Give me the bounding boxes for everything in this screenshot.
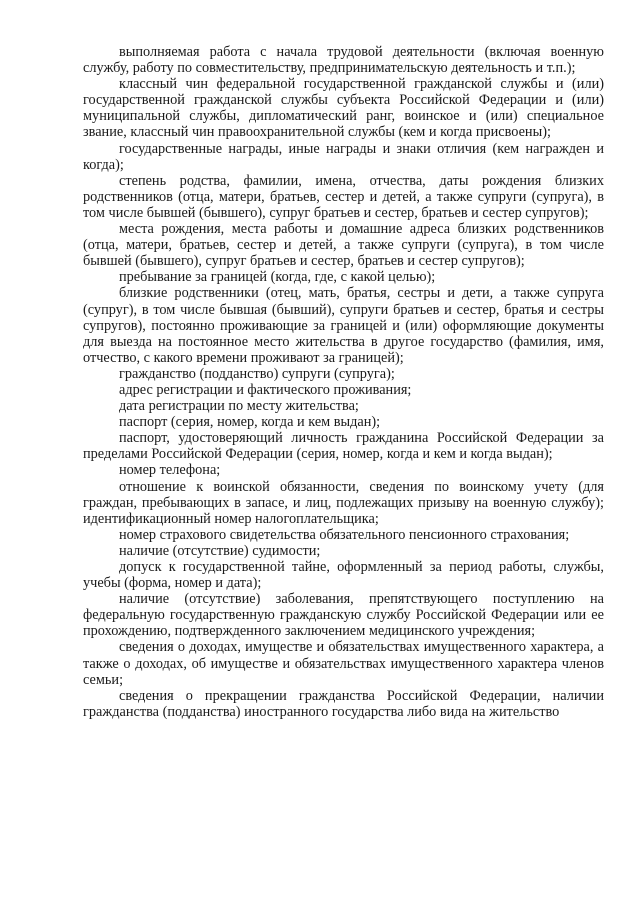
- paragraph-income: сведения о доходах, имуществе и обязательствах имущественного характера, а также о доходах, об имуществе и обязательствах имущественного характера членов семьи;: [83, 639, 604, 688]
- paragraph-citizenship-termination: сведения о прекращении гражданства Российской Федерации, наличии гражданства (подданства) иностранного государства либо вида на жительство: [83, 687, 604, 720]
- paragraph-military: отношение к воинской обязанности, сведения по воинскому учету (для граждан, пребывающих в запасе, и лиц, подлежащих призыву на военную службу); идентификационный номер налогоплательщика;: [83, 478, 604, 527]
- paragraph-disease: наличие (отсутствие) заболевания, препятствующего поступлению на федеральную государственную гражданскую службу Российской Федерации или ее прохождению, подтвержденного заключением медицинского учреждения;: [83, 591, 604, 640]
- paragraph-address: адрес регистрации и фактического проживания;: [119, 381, 412, 398]
- paragraph-criminal-record: наличие (отсутствие) судимости;: [119, 542, 321, 559]
- paragraph-work-history: выполняемая работа с начала трудовой деятельности (включая военную службу, работу по совместительству, предпринимательскую деятельность и т.п.);: [83, 44, 604, 77]
- paragraph-phone: номер телефона;: [119, 462, 221, 479]
- paragraph-spouse-citizenship: гражданство (подданство) супруги (супруга);: [119, 365, 395, 382]
- paragraph-relatives-abroad: близкие родственники (отец, мать, братья, сестры и дети, а также супруга (супруг), в том числе бывшая (бывший), супруги братьев и сестер, братья и сестры супругов), постоянно проживающие за границей и (или) оформляющие документы для выезда на постоянное место жительства в другое государство (фамилия, имя, отчество, с какого времени проживают за границей);: [83, 285, 604, 366]
- paragraph-awards: государственные награды, иные награды и знаки отличия (кем награжден и когда);: [83, 140, 604, 173]
- paragraph-relatives-names: степень родства, фамилии, имена, отчества, даты рождения близких родственников (отца, матери, братьев, сестер и детей, а также супруги (супруга), в том числе бывшей (бывшего), супруг братьев и сестер, братьев и сестер супругов);: [83, 172, 604, 221]
- document-body: [83, 44, 604, 720]
- paragraph-pension-insurance: номер страхового свидетельства обязательного пенсионного страхования;: [119, 526, 570, 543]
- paragraph-stay-abroad: пребывание за границей (когда, где, с какой целью);: [119, 269, 436, 286]
- paragraph-registration-date: дата регистрации по месту жительства;: [119, 398, 359, 415]
- paragraph-foreign-passport: паспорт, удостоверяющий личность гражданина Российской Федерации за пределами Российской Федерации (серия, номер, когда и кем и когда выдан);: [83, 430, 604, 463]
- paragraph-passport: паспорт (серия, номер, когда и кем выдан);: [119, 414, 381, 431]
- paragraph-class-rank: классный чин федеральной государственной гражданской службы и (или) государственной гражданской службы субъекта Российской Федерации и (или) муниципальной службы, дипломатический ранг, воинское и (или) специальное звание, классный чин правоохранительной службы (кем и когда присвоены);: [83, 76, 604, 141]
- paragraph-relatives-addresses: места рождения, места работы и домашние адреса близких родственников (отца, матери, братьев, сестер и детей, а также супруги (супруга), в том числе бывшей (бывшего), супруг братьев и сестер, братьев и сестер супругов);: [83, 221, 604, 270]
- paragraph-state-secret: допуск к государственной тайне, оформленный за период работы, службы, учебы (форма, номер и дата);: [83, 559, 604, 592]
